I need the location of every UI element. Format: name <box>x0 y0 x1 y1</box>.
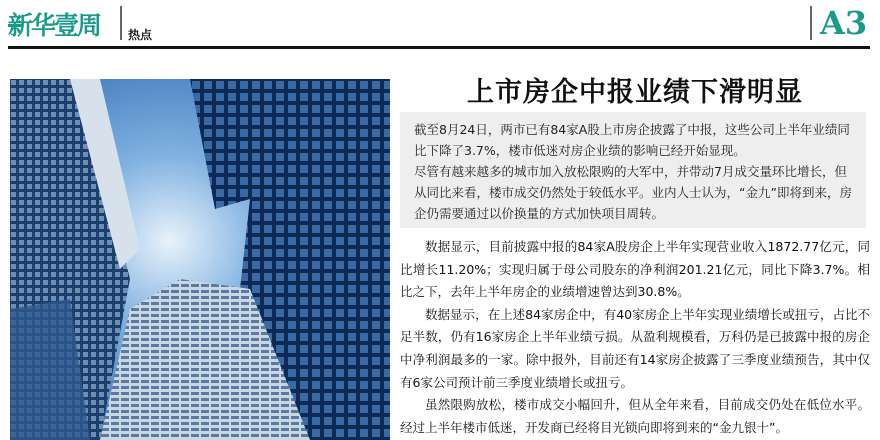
header-rule <box>8 46 870 49</box>
masthead-logo: 新华壹周 <box>8 11 101 40</box>
article-title: 上市房企中报业绩下滑明显 <box>467 77 803 108</box>
body-paragraph: 数据显示，在上述84家房企中，有40家房企上半年实现业绩增长或扭亏，占比不足半数，仍有16家房企上半年业绩亏损。从盈利规模看，万科仍是已披露中报的房企中净利润最多的一家。除中报外，目前还有14家房企披露了三季度业绩预告，其中仅有6家公司预计前三季度业绩增长或扭亏。 <box>400 306 870 390</box>
page-number: A3 <box>820 4 868 42</box>
divider <box>810 6 812 40</box>
lede-paragraph: 截至8月24日，两市已有84家A股上市房企披露了中报，这些公司上半年业绩同比下降了3.7%，楼市低迷对房企业绩的影响已经开始显现。 <box>414 122 850 158</box>
article-body <box>400 236 870 439</box>
lede-paragraph: 尽管有越来越多的城市加入放松限购的大军中，并带动7月成交量环比增长，但从同比来看，楼市成交仍然处于较低水平。业内人士认为，“金九”即将到来，房企仍需要通过以价换量的方式加快项目周转。 <box>414 164 852 221</box>
divider <box>120 6 122 40</box>
section-label: 热点 <box>128 28 153 42</box>
body-paragraph: 虽然限购放松，楼市成交小幅回升，但从全年来看，目前成交仍处在低位水平。经过上半年楼市低迷，开发商已经将目光锁向即将到来的“金九银十”。 <box>400 397 870 435</box>
body-paragraph: 数据显示，目前披露中报的84家A股房企上半年实现营业收入1872.77亿元，同比增长11.20%；实现归属于母公司股东的净利润201.21亿元，同比下降3.7%。相比之下，去年上半年房企的业绩增速曾达到30.8%。 <box>400 239 870 300</box>
skyscraper-photo <box>10 79 390 440</box>
article-lede-box <box>400 112 866 228</box>
